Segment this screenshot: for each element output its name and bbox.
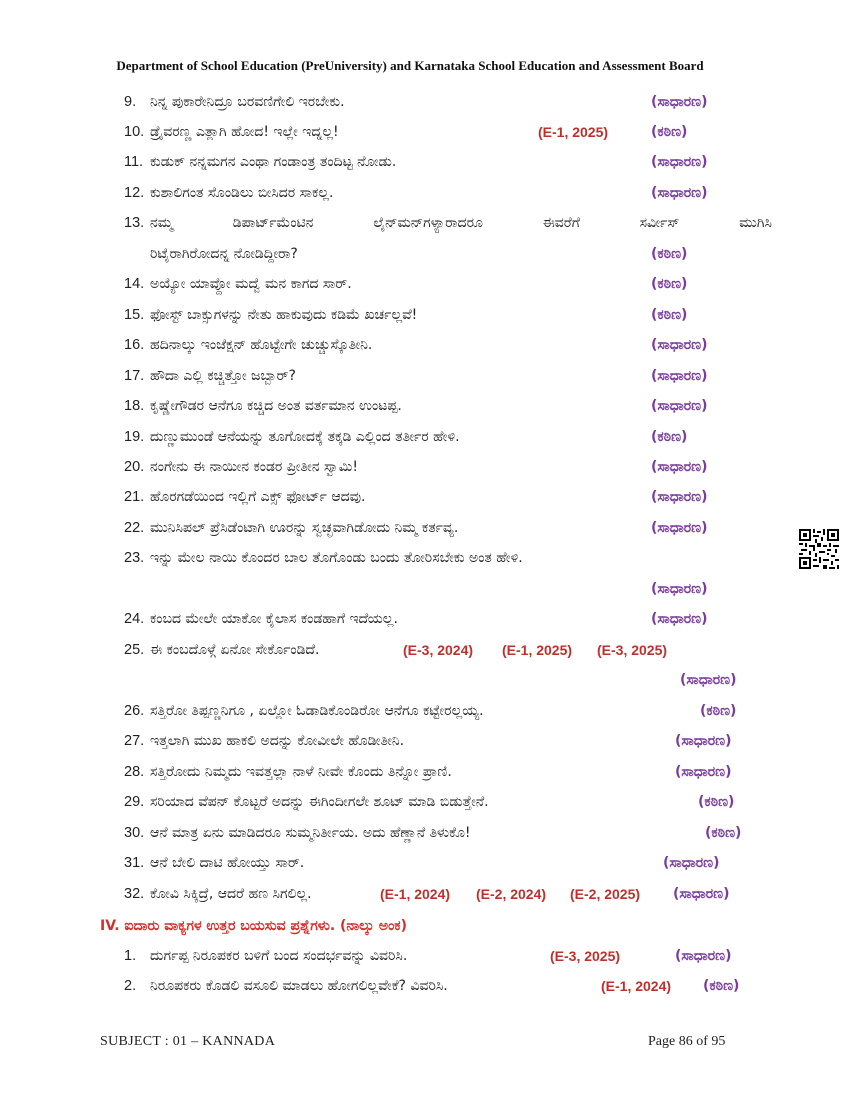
footer-subject: SUBJECT : 01 – KANNADA (100, 1034, 276, 1049)
item-text: ಕುಶಾಲಿಗಂತ ಸೊಂಡಿಲು ಬೀಸಿದರ ಸಾಕಲ್ಲ. (150, 185, 334, 201)
item-text: ಕಂಬದ ಮೇಲೇ ಯಾಕೋ ಕೈಲಾಸ ಕಂಡಹಾಗೆ ಇದೆಯಲ್ಲ. (150, 611, 398, 627)
item-text: ಸರಿಯಾದ ವೆಪನ್ ಕೊಟ್ಟರೆ ಅದನ್ನು ಈಗಿಂದೀಗಲೇ ಶೂಟ್ ಮಾಡಿ ಬಿಡುತ್ತೇನೆ. (150, 794, 489, 810)
difficulty-label: (ಸಾಧಾರಣ) (675, 948, 732, 964)
item-text: ಕೃಷ್ಣೇಗೌಡರ ಆನೆಗೂ ಕಚ್ಚಿದ ಅಂತ ವರ್ತಮಾನ ಉಂಟಪ್ಪ. (150, 398, 402, 414)
footer-page-number: Page 86 of 95 (648, 1034, 726, 1049)
difficulty-label: (ಸಾಧಾರಣ) (680, 672, 737, 688)
difficulty-label: (ಕಠಿಣ) (698, 794, 735, 810)
difficulty-label: (ಸಾಧಾರಣ) (651, 459, 708, 475)
item-text: ಕೋವಿ ಸಿಕ್ಕಿದ್ರೆ, ಆದರೆ ಹಣ ಸಿಗಲಿಲ್ಲ. (150, 886, 312, 902)
difficulty-label: (ಸಾಧಾರಣ) (651, 337, 708, 353)
item-text: ಹದಿನಾಲ್ಕು ಇಂಜೆಕ್ಷನ್ ಹೊಟ್ಟೇಗೇ ಚುಚ್ಚುಸ್ಕೊತೀನಿ. (150, 337, 373, 353)
item-word: ನಮ್ಮ (150, 215, 174, 231)
question-number: 2. (124, 978, 137, 994)
qr-code (799, 529, 839, 569)
item-number: 32. (124, 886, 145, 902)
item-text: ರಿಟೈರಾಗಿರೋದನ್ನ ನೋಡಿದ್ದೀರಾ? (150, 246, 298, 262)
item-text: ಆನೆ ಮಾತ್ರ ಏನು ಮಾಡಿದರೂ ಸುಮ್ಮನಿರ್ತೀಯ. ಅದು ಹೆಣ್ಣಾನೆ ತಿಳುಕೊ! (150, 825, 471, 841)
difficulty-label: (ಕಠಿಣ) (700, 703, 737, 719)
item-number: 15. (124, 307, 145, 323)
item-text: ದುಣ್ಣುಮುಂಡೆ ಆನೆಯನ್ನು ತೂಗೋದಕ್ಕೆ ತಕ್ಕಡಿ ಎಲ್ಲಿಂದ ತರ್ತೀರ ಹೇಳಿ. (150, 429, 460, 445)
difficulty-label: (ಕಠಿಣ) (703, 978, 740, 994)
item-number: 24. (124, 611, 145, 627)
item-text: ನಿನ್ನ ಪುಕಾರೇನಿದ್ರೂ ಬರವಣಿಗೇಲಿ ಇರಬೇಕು. (150, 94, 345, 110)
difficulty-label: (ಸಾಧಾರಣ) (675, 764, 732, 780)
difficulty-label: (ಕಠಿಣ) (651, 246, 688, 262)
item-text: ಇತ್ತಲಾಗಿ ಮುಖ ಹಾಕಲಿ ಅದನ್ನು ಕೋವೀಲೇ ಹೊಡೀತೀನಿ. (150, 733, 405, 749)
question-number: 1. (124, 948, 137, 964)
difficulty-label: (ಕಠಿಣ) (651, 429, 688, 445)
item-word: ಈವರೆಗೆ (542, 215, 580, 231)
item-number: 14. (124, 276, 145, 292)
difficulty-label: (ಸಾಧಾರಣ) (651, 368, 708, 384)
item-word: ಸರ್ವೀಸ್ (639, 215, 680, 231)
item-text: ಆನೆ ಬೇಲಿ ದಾಟಿ ಹೋಯ್ತು ಸಾರ್. (150, 855, 305, 871)
item-text: ಕುಡುಕ್ ನನ್ನಮಗನ ಎಂಥಾ ಗಂಡಾಂತ್ರ ತಂದಿಟ್ಟ ನೋಡು. (150, 154, 397, 170)
item-number: 22. (124, 520, 145, 536)
difficulty-label: (ಸಾಧಾರಣ) (651, 185, 708, 201)
difficulty-label: (ಸಾಧಾರಣ) (651, 581, 708, 597)
item-number: 21. (124, 489, 145, 505)
difficulty-label: (ಸಾಧಾರಣ) (651, 520, 708, 536)
item-number: 28. (124, 764, 145, 780)
item-text: ಹೊರಗಡೆಯಿಂದ ಇಲ್ಲಿಗೆ ಎಕ್ಸ್ ಫೋರ್ಟ್ ಆದವು. (150, 489, 366, 505)
difficulty-label: (ಸಾಧಾರಣ) (651, 94, 708, 110)
exam-reference: (E-2, 2024) (476, 886, 547, 902)
question-text: ನಿರೂಪಕರು ಕೊಡಲಿ ವಸೂಲಿ ಮಾಡಲು ಹೋಗಲಿಲ್ಲವೇಕೆ? ವಿವರಿಸಿ. (150, 978, 448, 994)
item-number: 20. (124, 459, 145, 475)
item-number: 27. (124, 733, 145, 749)
item-word: ಲೈನ್‌ಮನ್‌ಗಳ್ಯಾರಾದರೂ (373, 215, 483, 231)
item-number: 30. (124, 825, 145, 841)
difficulty-label: (ಕಠಿಣ) (651, 124, 688, 140)
exam-reference: (E-3, 2024) (403, 642, 474, 658)
difficulty-label: (ಸಾಧಾರಣ) (651, 154, 708, 170)
section-heading: IV. ಐದಾರು ವಾಕ್ಯಗಳ ಉತ್ತರ ಬಯಸುವ ಪ್ರಶ್ನೆಗಳು. (ನಾಲ್ಕು ಅಂಕ) (100, 918, 408, 934)
item-number: 29. (124, 794, 145, 810)
item-number: 9. (124, 94, 137, 110)
exam-reference: (E-2, 2025) (570, 886, 641, 902)
item-text: ಡ್ರೈವರಣ್ಣ ಎತ್ಲಾಗಿ ಹೋದ! ಇಲ್ಲೇ ಇದ್ನಲ್ಲ! (150, 124, 339, 140)
exam-reference: (E-1, 2024) (601, 978, 672, 994)
item-text: ಸತ್ತಿರೋ ತಿಪ್ಪಣ್ಣನಿಗೂ , ಏಲ್ಲೋ ಓಡಾಡಿಕೊಂಡಿರೋ ಆನೆಗೂ ಕಟ್ಟೇರಲ್ಲಯ್ಯ. (150, 703, 484, 719)
item-number: 19. (124, 429, 145, 445)
item-number: 31. (124, 855, 145, 871)
exam-reference: (E-3, 2025) (550, 948, 621, 964)
difficulty-label: (ಸಾಧಾರಣ) (673, 886, 730, 902)
exam-reference: (E-1, 2025) (538, 124, 609, 140)
item-text-justified (150, 213, 772, 233)
item-text: ಇನ್ನು ಮೇಲ ನಾಯಿ ಕೊಂದರ ಬಾಲ ತೊಗೊಂಡು ಬಂದು ತೋರಿಸಬೇಕು ಅಂತ ಹೇಳಿ. (150, 550, 523, 566)
item-number: 13. (124, 215, 145, 231)
item-word: ಡಿಪಾರ್ಟ್‌ಮೆಂಟಿನ (232, 215, 314, 231)
item-number: 26. (124, 703, 145, 719)
item-text: ಹೌದಾ ಎಲ್ಲಿ ಕಚ್ಚಿತ್ತೋ ಜಬ್ಬಾರ್? (150, 368, 296, 384)
item-text: ಈ ಕಂಬದೊಳ್ಗೆ ಏನೋ ಸೇರ್ಕೊಂಡಿದೆ. (150, 642, 320, 658)
item-number: 17. (124, 368, 145, 384)
exam-reference: (E-3, 2025) (597, 642, 668, 658)
item-text: ಅಯ್ಯೋ ಯಾವ್ದೋ ಮದ್ವೆ ಮನ ಕಾಗದ ಸಾರ್. (150, 276, 352, 292)
item-text: ಮುನಿಸಿಪಲ್ ಪ್ರೆಸಿಡೆಂಟಾಗಿ ಊರನ್ನು ಸ್ವಚ್ಛವಾಗಿಡೋದು ನಿಮ್ಮ ಕರ್ತವ್ಯ. (150, 520, 459, 536)
item-number: 23. (124, 550, 145, 566)
difficulty-label: (ಸಾಧಾರಣ) (675, 733, 732, 749)
difficulty-label: (ಸಾಧಾರಣ) (663, 855, 720, 871)
difficulty-label: (ಸಾಧಾರಣ) (651, 489, 708, 505)
difficulty-label: (ಸಾಧಾರಣ) (651, 398, 708, 414)
difficulty-label: (ಸಾಧಾರಣ) (651, 611, 708, 627)
item-number: 11. (124, 154, 144, 170)
item-number: 12. (124, 185, 145, 201)
item-number: 25. (124, 642, 145, 658)
page-header: Department of School Education (PreUniversity) and Karnataka School Education and Assessment Board (116, 58, 704, 73)
item-number: 18. (124, 398, 145, 414)
exam-reference: (E-1, 2025) (502, 642, 573, 658)
item-text: ಸತ್ತಿರೋದು ನಿಮ್ಮದು ಇವತ್ತಲ್ಲಾ ನಾಳೆ ನೀವೇ ಕೊಂದು ತಿನ್ನೋ ಪ್ರಾಣಿ. (150, 764, 452, 780)
difficulty-label: (ಕಠಿಣ) (705, 825, 742, 841)
question-text: ದುರ್ಗಪ್ಪ ನಿರೂಪಕರ ಬಳಿಗೆ ಬಂದ ಸಂದರ್ಭವನ್ನು ವಿವರಿಸಿ. (150, 948, 408, 964)
exam-reference: (E-1, 2024) (380, 886, 451, 902)
item-text: ಫೋಸ್ಟ್ ಬಾಕ್ಸುಗಳನ್ನು ನೇತು ಹಾಕುವುದು ಕಡಿಮೆ ಖರ್ಚಲ್ಲವೆ! (150, 307, 418, 323)
item-number: 10. (124, 124, 145, 140)
item-number: 16. (124, 337, 145, 353)
difficulty-label: (ಕಠಿಣ) (651, 307, 688, 323)
item-word: ಮುಗಿಸಿ (739, 215, 772, 231)
item-text: ನಂಗೇನು ಈ ನಾಯೀನ ಕಂಡರ ಪ್ರೀತೀನ ಸ್ವಾಮಿ! (150, 459, 358, 475)
difficulty-label: (ಕಠಿಣ) (651, 276, 688, 292)
